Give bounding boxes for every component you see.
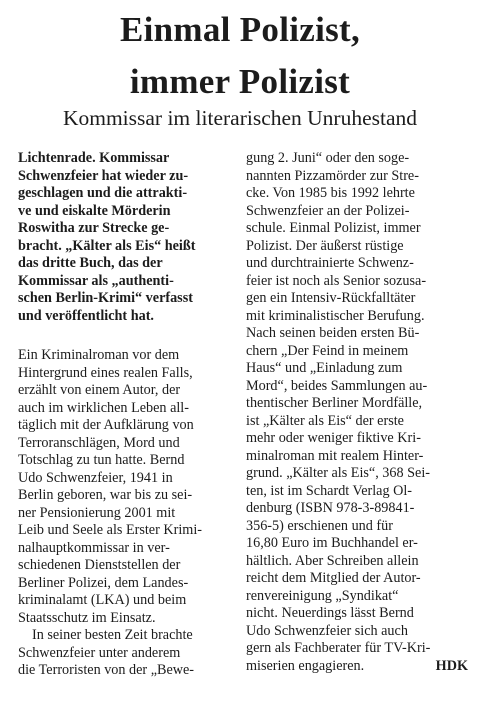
lead-line: Lichtenrade. Kommissar	[18, 150, 170, 166]
body-line: reicht dem Mitglied der Autor-	[246, 570, 421, 586]
body-line: Totschlag zu tun hatte. Bernd	[18, 452, 185, 468]
subheadline: Kommissar im literarischen Unruhestand	[62, 106, 418, 130]
body-line: kriminalamt (LKA) und beim	[18, 592, 187, 608]
body-line: Udo Schwenzfeier, 1941 in	[18, 469, 173, 486]
body-line: nannten Pizzamörder zur Stre-	[246, 167, 419, 184]
body-line: Polizist. Der äußerst rüstige	[246, 237, 404, 254]
lead-line: das dritte Buch, das der	[18, 255, 163, 271]
body-line: nalhauptkommissar in ver-	[18, 539, 170, 556]
lead-line: schen Berlin-Krimi“ verfasst	[18, 290, 193, 306]
body-line: Berliner Polizei, dem Landes-	[18, 574, 189, 591]
lead-line: geschlagen und die attrakti-	[18, 185, 188, 201]
headline	[0, 4, 480, 108]
body-line: auch im wirklichen Leben all-	[18, 399, 189, 416]
body-line: und durchtrainierte Schwenz-	[246, 255, 414, 271]
body-line: Terroranschlägen, Mord und	[18, 434, 180, 451]
body-line: chern „Der Feind in meinem	[246, 342, 409, 359]
body-line: Mord“, beides Sammlungen au-	[246, 377, 428, 394]
body-line: 356-5) erschienen und für	[246, 517, 393, 534]
body-line: Berlin geboren, war bis zu sei-	[18, 487, 193, 503]
body-line: Hintergrund eines realen Falls,	[18, 364, 193, 381]
body-line: schiedenen Dienststellen der	[18, 557, 181, 573]
article-column-right	[246, 150, 468, 675]
body-paragraph	[18, 347, 240, 627]
body-line-text: miserien engagieren.	[246, 657, 365, 674]
body-line: In seiner besten Zeit brachte	[32, 627, 193, 643]
body-line: 16,80 Euro im Buchhandel er-	[246, 535, 418, 551]
body-line: ten, ist im Schardt Verlag Ol-	[246, 482, 413, 499]
body-line: Udo Schwenzfeier sich auch	[246, 622, 408, 639]
body-paragraph	[246, 150, 468, 675]
body-line: erzählt von einem Autor, der	[18, 382, 181, 398]
body-line: gen ein Intensiv-Rückfalltäter	[246, 290, 416, 306]
body-line: gern als Fachberater für TV-Kri-	[246, 640, 431, 656]
body-line: Haus“ und „Einladung zum	[246, 360, 403, 376]
body-line: renvereinigung „Syndikat“	[246, 587, 399, 604]
body-line: die Terroristen von der „Bewe-	[18, 662, 195, 678]
body-line: schule. Einmal Polizist, immer	[246, 220, 421, 236]
lead-line: bracht. „Kälter als Eis“ heißt	[18, 237, 196, 254]
body-line: grund. „Kälter als Eis“, 368 Sei-	[246, 465, 430, 481]
body-line: cke. Von 1985 bis 1992 lehrte	[246, 185, 415, 201]
lead-line: und veröffentlicht hat.	[18, 307, 154, 324]
body-line: Schwenzfeier an der Polizei-	[246, 202, 410, 219]
headline-line: Einmal Polizist,	[119, 10, 361, 49]
body-line: mehr oder weniger fiktive Kri-	[246, 430, 421, 446]
lead-line: ve und eiskalte Mörderin	[18, 202, 171, 219]
body-line: Schwenzfeier unter anderem	[18, 644, 181, 661]
body-line-last	[246, 658, 468, 676]
lead-line: Kommissar als „authenti-	[18, 272, 174, 289]
body-line: thentischer Berliner Mordfälle,	[246, 395, 423, 411]
body-paragraph	[18, 627, 240, 680]
body-line: nicht. Neuerdings lässt Bernd	[246, 605, 414, 621]
body-line: minalroman mit realem Hinter-	[246, 447, 424, 464]
lead-line: Roswitha zur Strecke ge-	[18, 220, 170, 236]
lead-paragraph	[18, 150, 240, 325]
body-line: hältlich. Aber Schreiben allein	[246, 552, 419, 569]
body-line: denburg (ISBN 978-3-89841-	[246, 500, 415, 516]
body-line: gung 2. Juni“ oder den soge-	[246, 150, 410, 166]
body-line: ner Pensionierung 2001 mit	[18, 504, 176, 521]
body-line: Nach seinen beiden ersten Bü-	[246, 325, 420, 341]
lead-line: Schwenzfeier hat wieder zu-	[18, 167, 189, 184]
body-line: ist „Kälter als Eis“ der erste	[246, 412, 404, 429]
author-signature: HDK	[435, 657, 468, 674]
body-line: Staatsschutz im Einsatz.	[18, 609, 156, 626]
body-line: täglich mit der Aufklärung von	[18, 417, 194, 433]
body-line: mit kriminalistischer Berufung.	[246, 307, 425, 324]
body-line: Leib und Seele als Erster Krimi-	[18, 522, 202, 538]
body-line: Ein Kriminalroman vor dem	[18, 347, 180, 363]
headline-line: immer Polizist	[129, 62, 351, 101]
article-column-left	[18, 150, 240, 680]
body-line: feier ist noch als Senior sozusa-	[246, 272, 427, 289]
